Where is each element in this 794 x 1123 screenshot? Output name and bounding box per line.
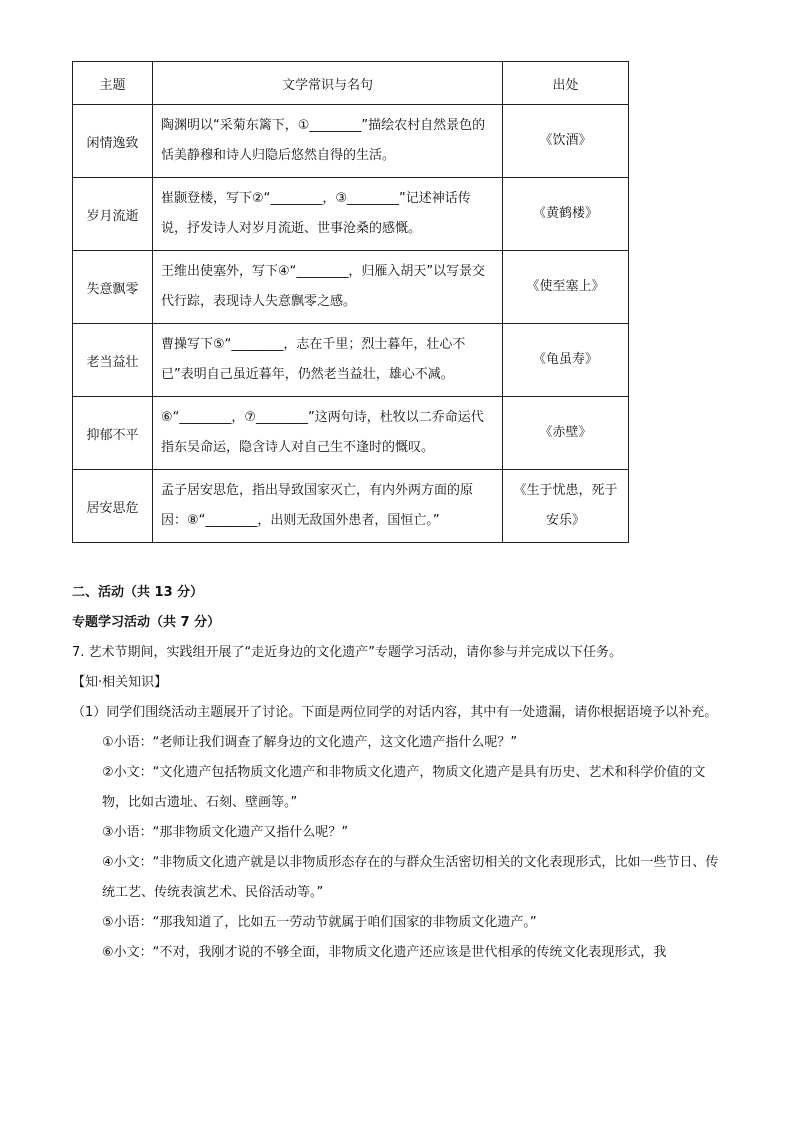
- row-source: 《生于忧患，死于安乐》: [503, 470, 629, 543]
- row-text: 陶渊明以“采菊东篱下，①________”描绘农村自然景色的恬美静穆和诗人归隐后悠然自得的生活。: [153, 105, 503, 178]
- table-row: [73, 470, 629, 543]
- table-row: [73, 178, 629, 251]
- question-section: [72, 578, 726, 968]
- row-source: 《饮酒》: [503, 105, 629, 178]
- dialogue-line: ⑥小文：“不对，我刚才说的不够全面，非物质文化遗产还应该是世代相承的传统文化表现形式，我: [102, 945, 667, 960]
- row-theme: 居安思危: [73, 470, 153, 543]
- row-theme: 抑郁不平: [73, 397, 153, 470]
- row-theme: 闲情逸致: [73, 105, 153, 178]
- table-row: [73, 251, 629, 324]
- table-row: [73, 324, 629, 397]
- task-label: 【知·相关知识】: [72, 675, 168, 690]
- table-row: [73, 105, 629, 178]
- question-intro: 7. 艺术节期间，实践组开展了“走近身边的文化遗产”专题学习活动，请你参与并完成以下任务。: [72, 645, 623, 660]
- dialogue-line: ④小文：“非物质文化遗产就是以非物质形态存在的与群众生活密切相关的文化表现形式，比如一些节日、传统工艺、传统表演艺术、民俗活动等。”: [102, 855, 719, 900]
- row-theme: 老当益壮: [73, 324, 153, 397]
- row-text: 孟子居安思危，指出导致国家灭亡，有内外两方面的原因：⑧“________，出则无敌国外患者，国恒亡。”: [153, 470, 503, 543]
- row-text: 王维出使塞外，写下④“________，归雁入胡天”以写景交代行踪，表现诗人失意飘零之感。: [153, 251, 503, 324]
- row-text: 崔颢登楼，写下②“________，③________”记述神话传说，抒发诗人对岁月流逝、世事沧桑的感慨。: [153, 178, 503, 251]
- row-text: 曹操写下⑤“________，志在千里；烈士暮年，壮心不已”表明自己虽近暮年，仍然老当益壮，雄心不减。: [153, 324, 503, 397]
- table-header-row: [73, 62, 629, 105]
- row-theme: 失意飘零: [73, 251, 153, 324]
- header-theme: 主题: [73, 62, 153, 105]
- dialogue-line: ③小语：“那非物质文化遗产又指什么呢？”: [102, 825, 349, 840]
- literature-table: [72, 61, 629, 543]
- row-source: 《黄鹤楼》: [503, 178, 629, 251]
- header-source: 出处: [503, 62, 629, 105]
- section-title: 二、活动（共 13 分）: [72, 585, 204, 600]
- row-source: 《使至塞上》: [503, 251, 629, 324]
- dialogue-line: ①小语：“老师让我们调查了解身边的文化遗产，这文化遗产指什么呢？”: [102, 735, 518, 750]
- row-source: 《赤壁》: [503, 397, 629, 470]
- dialogue-line: ⑤小语：“那我知道了，比如五一劳动节就属于咱们国家的非物质文化遗产。”: [102, 915, 537, 930]
- row-text: ⑥“________，⑦________”这两句诗，杜牧以二乔命运代指东吴命运，隐含诗人对自己生不逢时的慨叹。: [153, 397, 503, 470]
- row-theme: 岁月流逝: [73, 178, 153, 251]
- sub-question: （1）同学们围绕活动主题展开了讨论。下面是两位同学的对话内容，其中有一处遗漏，请你根据语境予以补充。: [72, 705, 718, 720]
- table-row: [73, 397, 629, 470]
- subsection-title: 专题学习活动（共 7 分）: [72, 615, 221, 630]
- dialogue-line: ②小文：“文化遗产包括物质文化遗产和非物质文化遗产，物质文化遗产是具有历史、艺术和科学价值的文物，比如古遗址、石刻、壁画等。”: [102, 765, 706, 810]
- row-source: 《龟虽寿》: [503, 324, 629, 397]
- header-knowledge: 文学常识与名句: [153, 62, 503, 105]
